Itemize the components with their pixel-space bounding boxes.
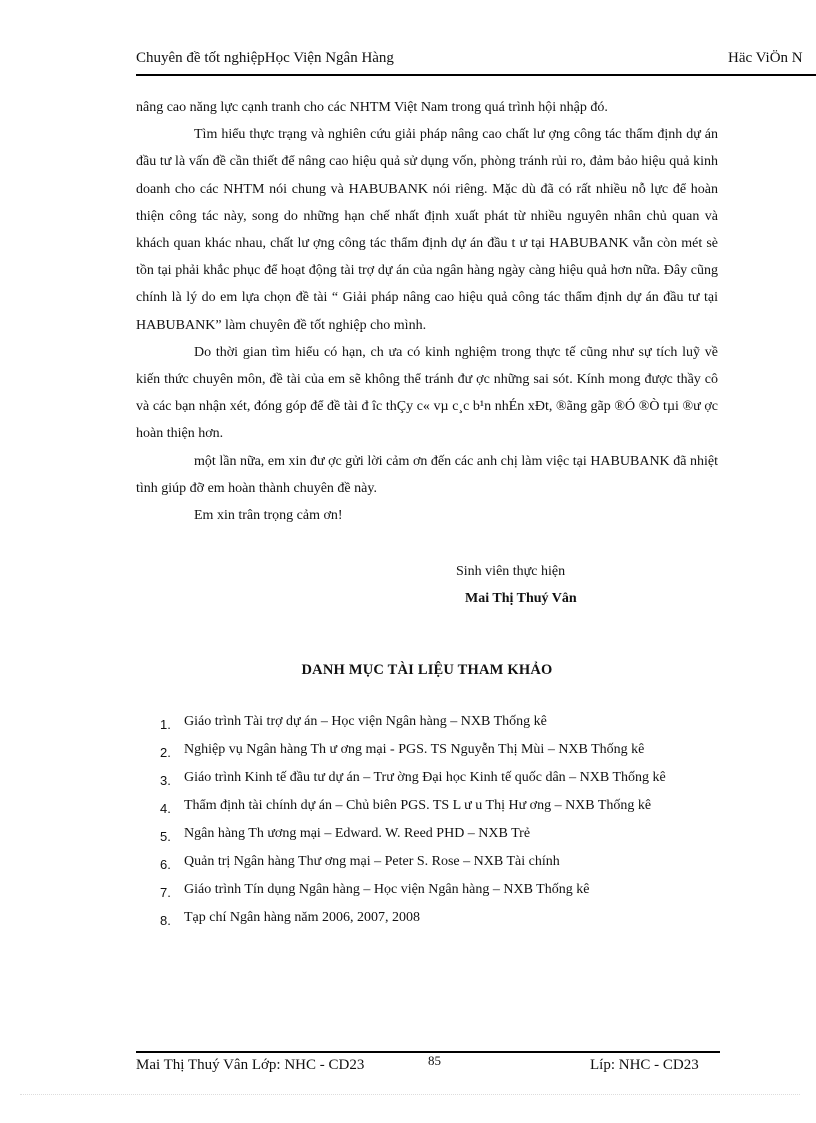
footer-author: Mai Thị Thuý Vân Lớp: NHC - CD23 — [136, 1057, 365, 1073]
reference-item — [136, 848, 718, 875]
reference-item — [136, 792, 718, 819]
reference-number: 2. — [160, 745, 171, 760]
reference-text: Tạp chí Ngân hàng năm 2006, 2007, 2008 — [184, 910, 421, 925]
reference-number: 1. — [160, 717, 171, 732]
paragraph-closing: Em xin trân trọng cảm ơn! — [194, 508, 343, 524]
reference-item — [136, 764, 718, 791]
reference-item — [136, 876, 718, 903]
paragraph-research: Tìm hiểu thực trạng và nghiên cứu giải pháp nâng cao chất lư ợng công tác thẩm định dự án đầu tư là vấn đề cần thiết để nâng cao hiệu quả sử dụng vốn, phòng tránh rủi ro, đảm bảo hiệu quả kinh doanh cho các NHTM nói chung và HABUBANK nói riêng. Mặc dù đã có rất nhiều nỗ lực để hoàn thiện công tác này, song do những hạn chế nhất định xuất phát từ nhiều nguyên nhân chủ quan và khách quan khác nhau, chất lư ợng công tác thẩm định dự án đầu t ư tại HABUBANK vẫn còn mét sè tồn tại phải khắc phục để hoạt động tài trợ dự án của ngân hàng ngày càng hiệu quả hơn nữa. Đây cũng chính là lý do em lựa chọn đề tài “ Giải pháp nâng cao hiệu quả công tác thẩm định dự án đầu tư tại HABUBANK” làm chuyên đề tốt nghiệp cho mình. — [136, 127, 718, 333]
page-header — [136, 46, 816, 76]
reference-text: Giáo trình Tài trợ dự án – Học viện Ngân hàng – NXB Thống kê — [184, 714, 547, 729]
footer-class: Líp: NHC - CD23 — [590, 1057, 699, 1073]
reference-text: Nghiệp vụ Ngân hàng Th ư ơng mại - PGS. TS Nguyễn Thị Mùi – NXB Thống kê — [184, 742, 645, 757]
reference-text: Quản trị Ngân hàng Thư ơng mại – Peter S. Rose – NXB Tài chính — [184, 854, 560, 869]
header-right-text: Häc ViÖn N — [728, 50, 803, 66]
references-title: DANH MỤC TÀI LIỆU THAM KHẢO — [301, 662, 553, 678]
reference-number: 7. — [160, 885, 171, 900]
paragraph-intro-end: nâng cao năng lực cạnh tranh cho các NHTM Việt Nam trong quá trình hội nhập đó. — [136, 100, 608, 115]
header-title: Chuyên đề tốt nghiệpHọc Viện Ngân Hàng — [136, 50, 394, 66]
reference-item — [136, 736, 718, 763]
reference-number: 3. — [160, 773, 171, 788]
paragraph-thanks: một lần nữa, em xin đư ợc gửi lời cảm ơn đến các anh chị làm việc tại HABUBANK đã nhiệt tình giúp đỡ em hoàn thành chuyên đề này. — [136, 453, 718, 496]
reference-text: Thẩm định tài chính dự án – Chủ biên PGS. TS L ư u Thị Hư ơng – NXB Thống kê — [184, 798, 652, 813]
reference-number: 8. — [160, 913, 171, 928]
reference-number: 6. — [160, 857, 171, 872]
reference-text: Giáo trình Tín dụng Ngân hàng – Học viện Ngân hàng – NXB Thống kê — [184, 882, 590, 897]
page-bottom-divider — [20, 1094, 800, 1095]
page-number: 85 — [428, 1053, 441, 1068]
reference-item — [136, 904, 718, 931]
signature-name: Mai Thị Thuý Vân — [465, 591, 577, 606]
reference-number: 4. — [160, 801, 171, 816]
paragraph-limitations: Do thời gian tìm hiểu có hạn, ch ưa có kinh nghiệm trong thực tế cũng như sự tích luỹ về kiến thức chuyên môn, đề tài của em sẽ không thể tránh đư ợc những sai sót. Kính mong được thầy cô và các bạn nhận xét, đóng góp để đề tài đ îc thÇy c« vµ c¸c b¹n nhÉn xÐt, ®ãng gãp ®Ó ®Ò tµi ®ư ợc hoàn thiện hơn. — [136, 344, 718, 442]
body-text — [136, 94, 718, 529]
reference-number: 5. — [160, 829, 171, 844]
reference-item — [136, 708, 718, 735]
reference-text: Ngân hàng Th ương mại – Edward. W. Reed PHD – NXB Trẻ — [184, 826, 531, 841]
reference-item — [136, 820, 718, 847]
references-list — [136, 708, 718, 932]
reference-text: Giáo trình Kinh tế đầu tư dự án – Trư ờng Đại học Kinh tế quốc dân – NXB Thống kê — [184, 770, 666, 785]
signature-role: Sinh viên thực hiện — [456, 564, 566, 579]
